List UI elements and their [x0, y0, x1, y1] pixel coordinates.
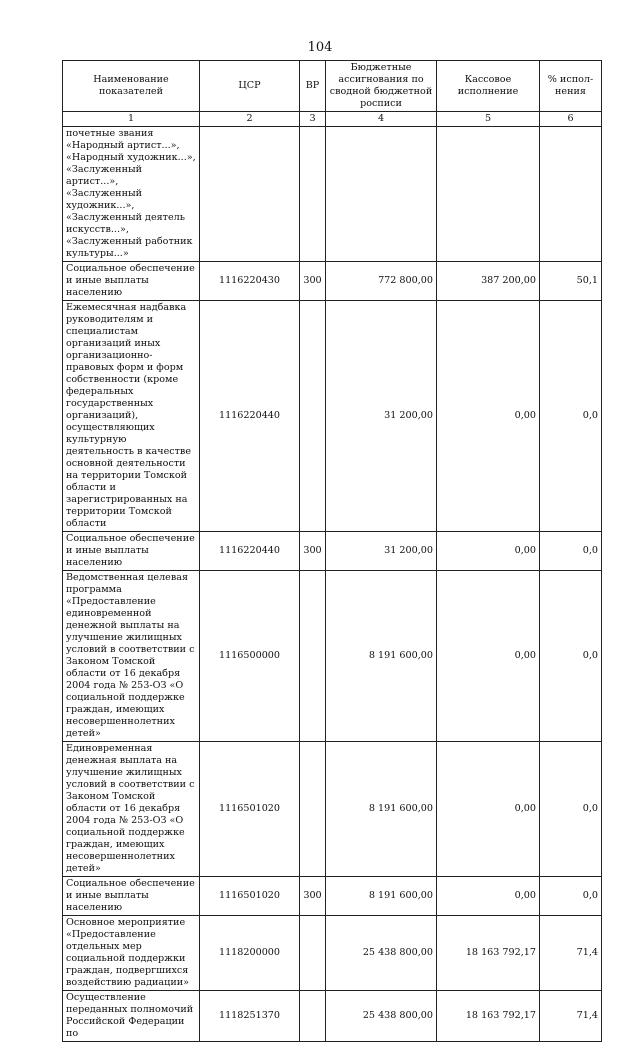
row-percent: 50,1	[540, 262, 602, 301]
row-vr	[300, 127, 326, 262]
row-name: Ежемесячная надбавка руководителям и специалистам организаций иных организационно-правовых форм и форм собственности (кроме федеральных государственных организаций), осуществляющих культурную деятельность в качестве основной деятельности на территории Томской области и зарегистрированных на территории Томской области	[63, 301, 200, 532]
row-cash: 0,00	[437, 571, 540, 742]
row-cash: 0,00	[437, 532, 540, 571]
row-cash: 0,00	[437, 877, 540, 916]
row-csr	[200, 127, 300, 262]
row-budget: 8 191 600,00	[326, 742, 437, 877]
row-vr	[300, 571, 326, 742]
row-budget: 31 200,00	[326, 532, 437, 571]
row-budget: 31 200,00	[326, 301, 437, 532]
table-row	[63, 571, 602, 742]
row-name: Социальное обеспечение и иные выплаты населению	[63, 262, 200, 301]
table-row	[63, 301, 602, 532]
table-row	[63, 991, 602, 1042]
col-number: 3	[300, 112, 326, 127]
table-row	[63, 916, 602, 991]
row-cash	[437, 127, 540, 262]
row-name: Ведомственная целевая программа «Предоставление единовременной денежной выплаты на улучшение жилищных условий в соответствии с Законом Томской области от 16 декабря 2004 года № 253-ОЗ «О социальной поддержке граждан, имеющих несовершеннолетних детей»	[63, 571, 200, 742]
col-number: 5	[437, 112, 540, 127]
row-budget: 8 191 600,00	[326, 877, 437, 916]
row-percent: 71,4	[540, 916, 602, 991]
row-cash: 0,00	[437, 301, 540, 532]
row-vr	[300, 916, 326, 991]
row-vr: 300	[300, 877, 326, 916]
header-vr: ВР	[300, 61, 326, 112]
table-row	[63, 127, 602, 262]
col-number: 1	[63, 112, 200, 127]
header-name: Наименование показателей	[63, 61, 200, 112]
header-csr: ЦСР	[200, 61, 300, 112]
row-budget: 25 438 800,00	[326, 916, 437, 991]
row-cash: 18 163 792,17	[437, 916, 540, 991]
row-name: Социальное обеспечение и иные выплаты населению	[63, 877, 200, 916]
row-vr	[300, 991, 326, 1042]
row-percent	[540, 127, 602, 262]
row-cash: 18 163 792,17	[437, 991, 540, 1042]
row-csr: 1116501020	[200, 742, 300, 877]
row-budget	[326, 127, 437, 262]
row-percent: 71,4	[540, 991, 602, 1042]
row-percent: 0,0	[540, 301, 602, 532]
row-csr: 1118200000	[200, 916, 300, 991]
row-percent: 0,0	[540, 571, 602, 742]
page-number: 104	[307, 40, 333, 55]
row-name: Единовременная денежная выплата на улучшение жилищных условий в соответствии с Законом Томской области от 16 декабря 2004 года № 253-ОЗ «О социальной поддержке граждан, имеющих несовершеннолетних детей»	[63, 742, 200, 877]
budget-table	[62, 60, 602, 1042]
row-vr	[300, 742, 326, 877]
row-cash: 387 200,00	[437, 262, 540, 301]
row-name: Основное мероприятие «Предоставление отдельных мер социальной поддержки граждан, подвергшихся воздействию радиации»	[63, 916, 200, 991]
row-budget: 772 800,00	[326, 262, 437, 301]
row-csr: 1116500000	[200, 571, 300, 742]
row-percent: 0,0	[540, 742, 602, 877]
header-row	[63, 61, 602, 112]
row-name: Социальное обеспечение и иные выплаты населению	[63, 532, 200, 571]
row-csr: 1116220440	[200, 301, 300, 532]
table-row	[63, 532, 602, 571]
table-row	[63, 877, 602, 916]
row-budget: 25 438 800,00	[326, 991, 437, 1042]
header-percent: % испол-нения	[540, 61, 602, 112]
row-csr: 1118251370	[200, 991, 300, 1042]
header-budget: Бюджетные ассигнования по сводной бюджетной росписи	[326, 61, 437, 112]
column-numbers-row	[63, 112, 602, 127]
col-number: 6	[540, 112, 602, 127]
row-vr: 300	[300, 532, 326, 571]
row-budget: 8 191 600,00	[326, 571, 437, 742]
table-row	[63, 262, 602, 301]
row-vr	[300, 301, 326, 532]
row-csr: 1116501020	[200, 877, 300, 916]
row-csr: 1116220440	[200, 532, 300, 571]
col-number: 2	[200, 112, 300, 127]
row-cash: 0,00	[437, 742, 540, 877]
row-csr: 1116220430	[200, 262, 300, 301]
row-percent: 0,0	[540, 532, 602, 571]
row-vr: 300	[300, 262, 326, 301]
table-row	[63, 742, 602, 877]
row-name: почетные звания «Народный артист...», «Народный художник...», «Заслуженный артист...», «Заслуженный художник...», «Заслуженный деятель искусств...», «Заслуженный работник культуры...»	[63, 127, 200, 262]
row-percent: 0,0	[540, 877, 602, 916]
row-name: Осуществление переданных полномочий Российской Федерации по	[63, 991, 200, 1042]
header-cash: Кассовое исполнение	[437, 61, 540, 112]
col-number: 4	[326, 112, 437, 127]
